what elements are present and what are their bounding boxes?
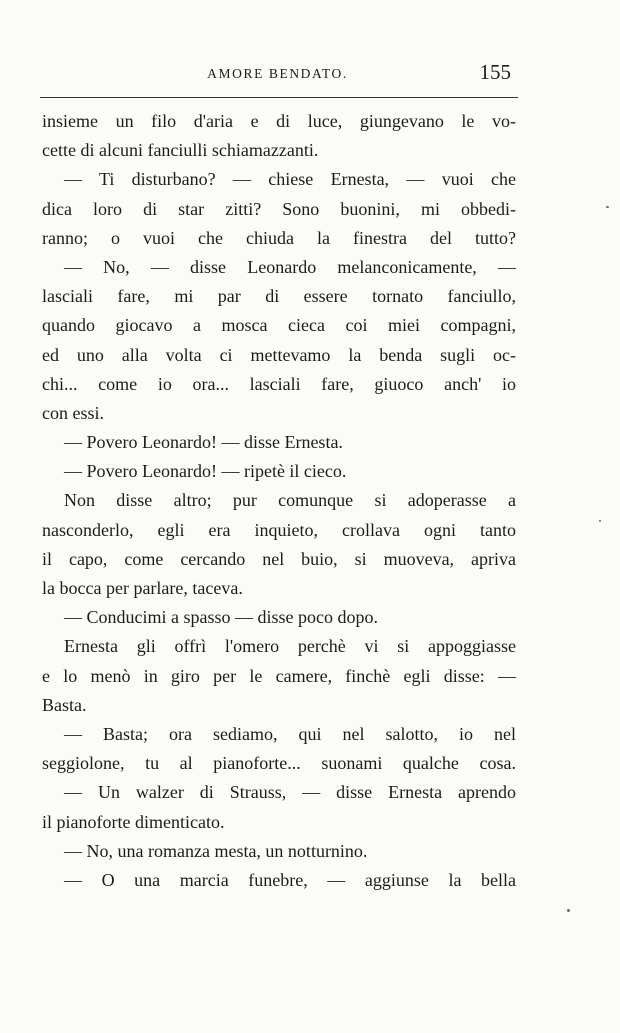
body-text bbox=[42, 107, 516, 895]
paper-speck bbox=[599, 520, 601, 522]
text-line: dica loro di star zitti? Sono buonini, mi obbedi- bbox=[42, 198, 516, 219]
text-line: — Ti disturbano? — chiese Ernesta, — vuoi che bbox=[64, 169, 516, 190]
text-line: — No, una romanza mesta, un notturnino. bbox=[64, 840, 368, 861]
text-line: la bocca per parlare, taceva. bbox=[42, 578, 243, 598]
text-line: quando giocavo a mosca cieca coi miei compagni, bbox=[42, 315, 516, 336]
text-line: Non disse altro; pur comunque si adoperasse a bbox=[64, 490, 516, 511]
text-line: Ernesta gli offrì l'omero perchè vi si appoggiasse bbox=[64, 636, 516, 657]
paper-speck bbox=[606, 206, 609, 208]
running-title: AMORE BENDATO. bbox=[207, 66, 348, 81]
text-line: — No, — disse Leonardo melanconicamente, — bbox=[64, 256, 516, 277]
text-line: chi... come io ora... lasciali fare, giuoco anch' io bbox=[42, 373, 516, 394]
paper-speck bbox=[567, 909, 570, 912]
text-line: — Povero Leonardo! — ripetè il cieco. bbox=[64, 461, 347, 482]
text-line: lasciali fare, mi par di essere tornato fanciullo, bbox=[42, 286, 516, 307]
text-line: con essi. bbox=[42, 402, 104, 423]
text-line: insieme un filo d'aria e di luce, giungevano le vo- bbox=[42, 111, 516, 131]
text-line: e lo menò in giro per le camere, finchè egli disse: — bbox=[42, 665, 516, 686]
text-line: Basta. bbox=[42, 694, 87, 715]
text-line: seggiolone, tu al pianoforte... suonami qualche cosa. bbox=[42, 753, 516, 774]
header-rule bbox=[40, 97, 518, 98]
text-line: cette di alcuni fanciulli schiamazzanti. bbox=[42, 140, 319, 161]
text-line: ranno; o vuoi che chiuda la finestra del tutto? bbox=[42, 227, 516, 248]
text-line: ed uno alla volta ci mettevamo la benda sugli oc- bbox=[42, 344, 516, 365]
text-line: — O una marcia funebre, — aggiunse la bella bbox=[64, 869, 516, 890]
text-line: il capo, come cercando nel buio, si muoveva, apriva bbox=[42, 548, 516, 569]
text-line: — Conducimi a spasso — disse poco dopo. bbox=[64, 607, 378, 628]
text-line: nasconderlo, egli era inquieto, crollava ogni tanto bbox=[42, 519, 516, 540]
page-number: 155 bbox=[479, 60, 511, 84]
text-line: — Basta; ora sediamo, qui nel salotto, io nel bbox=[64, 723, 516, 744]
running-head bbox=[40, 60, 515, 90]
text-line: — Un walzer di Strauss, — disse Ernesta aprendo bbox=[64, 782, 516, 803]
text-line: il pianoforte dimenticato. bbox=[42, 811, 225, 832]
text-line: — Povero Leonardo! — disse Ernesta. bbox=[64, 432, 343, 453]
